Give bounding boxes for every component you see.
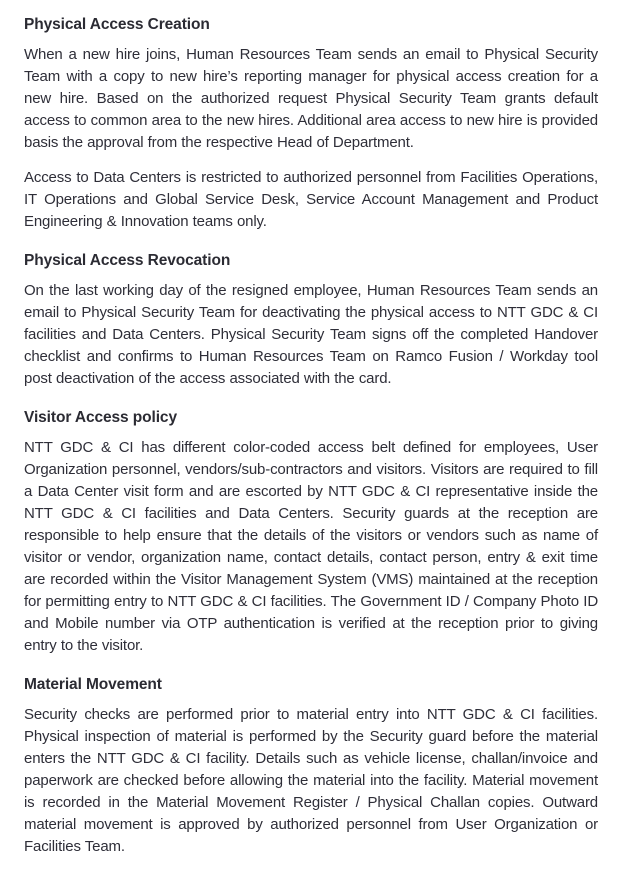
paragraph-material-movement-1: Security checks are performed prior to material entry into NTT GDC & CI facilities. Physical inspection of material is performed by the Security guard before the material enters the NTT GDC & CI facility. Details such as vehicle license, challan/invoice and paperwork are checked before allowing the material into the facility. Material movement is recorded in the Material Movement Register / Physical Challan copies. Outward material movement is approved by authorized personnel from User Organization or Facilities Team.: [24, 706, 598, 855]
section-visitor-access-policy: [24, 407, 598, 657]
section-physical-access-creation: [24, 14, 598, 233]
paragraph-access-revocation-1: On the last working day of the resigned employee, Human Resources Team sends an email to Physical Security Team for deactivating the physical access to NTT GDC & CI facilities and Data Centers. Physical Security Team signs off the completed Handover checklist and confirms to Human Resources Team on Ramco Fusion / Workday tool post deactivation of the access associated with the card.: [24, 282, 598, 387]
paragraph-access-creation-1: When a new hire joins, Human Resources Team sends an email to Physical Security Team with a copy to new hire’s reporting manager for physical access creation for a new hire. Based on the authorized request Physical Security Team grants default access to common area to the new hires. Additional area access to new hire is provided basis the approval from the respective Head of Department.: [24, 46, 598, 151]
paragraph-access-creation-2: Access to Data Centers is restricted to authorized personnel from Facilities Operations, IT Operations and Global Service Desk, Service Account Management and Product Engineering & Innovation teams only.: [24, 169, 598, 230]
section-heading-physical-access-revocation: Physical Access Revocation: [24, 252, 231, 269]
section-physical-access-revocation: [24, 250, 598, 390]
section-heading-physical-access-creation: Physical Access Creation: [24, 16, 210, 33]
section-heading-visitor-access-policy: Visitor Access policy: [24, 409, 177, 426]
section-material-movement: [24, 674, 598, 858]
paragraph-visitor-access-1: NTT GDC & CI has different color-coded access belt defined for employees, User Organization personnel, vendors/sub-contractors and visitors. Visitors are required to fill a Data Center visit form and are escorted by NTT GDC & CI representative inside the NTT GDC & CI facilities and Data Centers. Security guards at the reception are responsible to help ensure that the details of the visitors or vendors such as name of visitor or vendor, organization name, contact details, contact person, entry & exit time are recorded within the Visitor Management System (VMS) maintained at the reception for permitting entry to NTT GDC & CI facilities. The Government ID / Company Photo ID and Mobile number via OTP authentication is verified at the reception prior to giving entry to the visitor.: [24, 439, 598, 654]
section-heading-material-movement: Material Movement: [24, 676, 162, 693]
